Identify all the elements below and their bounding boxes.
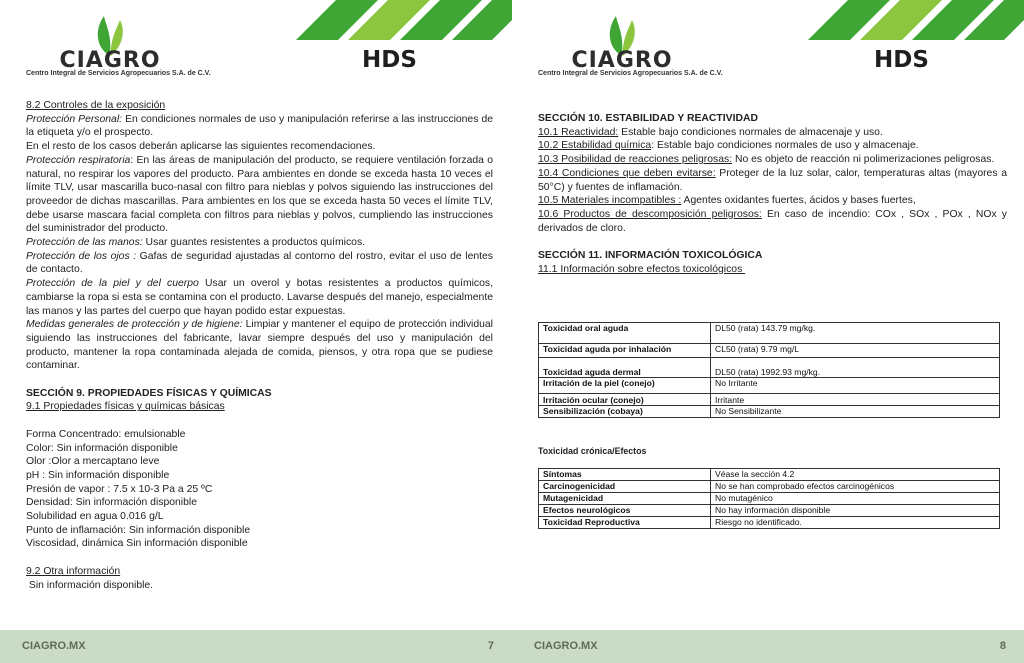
prop-row: Forma Concentrado: emulsionable — [26, 428, 186, 440]
ciagro-logo — [30, 12, 190, 72]
brand-name: CIAGRO — [571, 48, 673, 73]
item-10-2: 10.2 Estabilidad química: Estable bajo condiciones normales de uso y almacenaje. — [538, 140, 919, 152]
prop-row: Color: Sin información disponible — [26, 442, 178, 454]
right-content — [538, 112, 1007, 276]
brand-name: CIAGRO — [59, 48, 161, 73]
item-10-6: 10.6 Productos de descomposición peligrosos: En caso de incendio: COx , SOx , POx , NOx y derivados de cloro. — [538, 208, 1007, 234]
header-stripes — [296, 0, 512, 40]
prop-row: pH : Sin información disponible — [26, 469, 170, 481]
table-row: Toxicidad aguda dermal DL50 (rata) 1992.93 mg/kg. — [539, 358, 1000, 378]
item-10-4: 10.4 Condiciones que deben evitarse: Proteger de la luz solar, calor, temperaturas altas (mayores a 50°C) y fuentes de inflamación. — [538, 167, 1007, 193]
rest-of-cases: En el resto de los casos deberán aplicarse las siguientes recomendaciones. — [26, 141, 376, 153]
hand-protection: Protección de las manos: Usar guantes resistentes a productos químicos. — [26, 237, 366, 249]
prop-row: Viscosidad, dinámica Sin información disponible — [26, 538, 248, 550]
section-9-title: SECCIÓN 9. PROPIEDADES FÍSICAS Y QUÍMICAS — [26, 387, 272, 399]
page-8 — [512, 0, 1024, 663]
chronic-toxicity-title: Toxicidad crónica/Efectos — [538, 446, 647, 456]
prop-row: Densidad: Sin información disponible — [26, 497, 197, 509]
section-9-2-text: Sin información disponible. — [26, 579, 154, 591]
prop-row: Presión de vapor : 7.5 x 10-3 Pa a 25 ºC — [26, 483, 213, 495]
footer-site[interactable]: CIAGRO.MX — [534, 640, 598, 652]
general-measures: Medidas generales de protección y de higiene: Limpiar y mantener el equipo de protección individual siguiendo las instrucciones del fabricante, lavar siempre después del uso y manipulación del producto, mantener la ropa contaminada alejada de comida, piensos, y otra ropa que se pudiese contaminar. — [26, 319, 493, 372]
acute-toxicity-table — [538, 322, 1000, 418]
doc-code: HDS — [362, 47, 417, 73]
personal-protection: Protección Personal: En condiciones normales de uso y manipulación referirse a las instrucciones de la etiqueta y/o el prospecto. — [26, 113, 494, 139]
page-number: 8 — [999, 640, 1006, 652]
company-name: Centro Integral de Servicios Agropecuarios S.A. de C.V. — [538, 70, 723, 77]
section-11-1-title: 11.1 Información sobre efectos toxicológicos — [538, 263, 746, 275]
section-8-2-title: 8.2 Controles de la exposición — [26, 100, 166, 111]
skin-protection: Protección de la piel y del cuerpo Usar un overol y botas resistentes a productos químicos, cambiarse la ropa si esta se contamina con el producto. Lavarse después del manejo, especialmente las manos y las partes del cuerpo que hayan podido estar expuestas. — [26, 278, 493, 317]
footer — [512, 630, 1024, 663]
prop-row: Solubilidad en agua 0.016 g/L — [26, 511, 164, 523]
eye-protection: Protección de los ojos : Gafas de seguridad ajustadas al contorno del rostro, evitar el uso de lentes de contacto. — [26, 250, 493, 276]
prop-row: Olor :Olor a mercaptano leve — [26, 456, 160, 468]
section-10-title: SECCIÓN 10. ESTABILIDAD Y REACTIVIDAD — [538, 113, 758, 124]
header-stripes — [808, 0, 1024, 40]
table-row: Sensibilización (cobaya) No Sensibilizante — [539, 406, 1000, 418]
left-content — [26, 99, 493, 592]
respiratory-protection: Protección respiratoria: En las áreas de manipulación del producto, se requiere ventilación forzada o natural, no respirar los vapores del producto. Para ambientes en donde se exceda hasta 10 veces el límite TLV, usar mascarilla buco-nasal con filtro para nieblas y polvos siguiendo las instrucciones del proveedor de dichas mascarillas. Para ambientes en los que se exceda hasta 50 veces el límite TLV, debe usarse mascara facial completa con filtros para nieblas y polvos, cumpliendo las instrucciones del suministrador del producto. — [26, 154, 494, 235]
table-row: Carcinogenicidad No se han comprobado efectos carcinogénicos — [539, 481, 1000, 493]
item-10-5: 10.5 Materiales incompatibles : Agentes oxidantes fuertes, ácidos y bases fuertes, — [538, 195, 916, 207]
table-row: Toxicidad Reproductiva Riesgo no identificado. — [539, 517, 1000, 529]
table-row: Síntomas Véase la sección 4.2 — [539, 469, 1000, 481]
chronic-toxicity-table — [538, 468, 1000, 529]
table-row: Irritación de la piel (conejo) No Irritante — [539, 378, 1000, 394]
section-11-title: SECCIÓN 11. INFORMACIÓN TOXICOLÓGICA — [538, 250, 763, 262]
table-row: Efectos neurológicos No hay información disponible — [539, 505, 1000, 517]
section-9-2-title: 9.2 Otra información — [26, 565, 121, 577]
section-9-1-title: 9.1 Propiedades físicas y químicas básicas — [26, 401, 225, 413]
company-name: Centro Integral de Servicios Agropecuarios S.A. de C.V. — [26, 70, 211, 77]
doc-code: HDS — [874, 47, 929, 73]
table-row: Toxicidad aguda por inhalación CL50 (rata) 9.79 mg/L — [539, 344, 1000, 358]
ciagro-logo — [542, 12, 702, 72]
page-number: 7 — [487, 640, 494, 652]
item-10-3: 10.3 Posibilidad de reacciones peligrosas: No es objeto de reacción ni polimerizaciones peligrosas. — [538, 154, 995, 166]
footer-site[interactable]: CIAGRO.MX — [22, 640, 86, 652]
table-row: Toxicidad oral aguda DL50 (rata) 143.79 mg/kg. — [539, 323, 1000, 344]
item-10-1: 10.1 Reactividad: Estable bajo condiciones normales de almacenaje y uso. — [538, 126, 883, 138]
table-row: Irritación ocular (conejo) Irritante — [539, 394, 1000, 406]
footer — [0, 630, 512, 663]
prop-row: Punto de inflamación: Sin información disponible — [26, 524, 251, 536]
table-row: Mutagenicidad No mutagénico — [539, 493, 1000, 505]
